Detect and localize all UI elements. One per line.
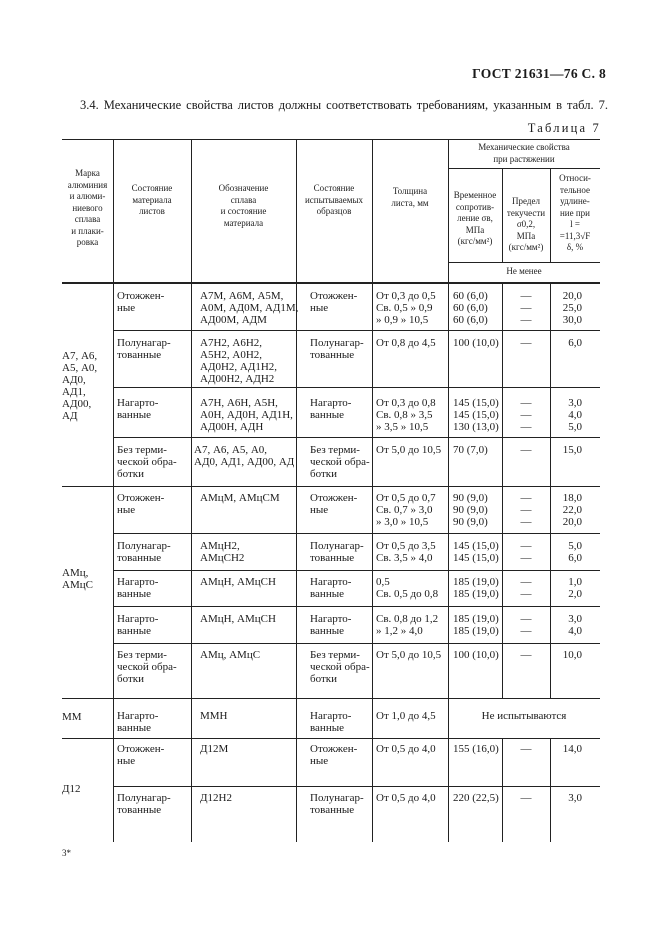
row-rule	[113, 533, 600, 534]
cell-yield: —	[520, 444, 532, 456]
grade-group-label: АМц, АМцС	[62, 567, 93, 591]
cell-tensile: 100 (10,0)	[453, 649, 499, 661]
row-rule	[113, 606, 600, 607]
cell-state: Нагарто- ванные	[117, 576, 159, 600]
cell-thickness: От 5,0 до 10,5	[376, 444, 442, 456]
cell-state: Без терми- ческой обра- ботки	[117, 444, 177, 480]
page-mark: 3*	[62, 848, 71, 858]
row-rule	[113, 570, 600, 571]
row-rule	[113, 387, 600, 388]
cell-thickness: От 0,8 до 4,5	[376, 337, 436, 349]
cell-designation: АМцН2, АМцСН2	[200, 540, 245, 564]
cell-tested-state: Отожжен- ные	[310, 743, 358, 767]
header-bottom-rule	[62, 282, 600, 284]
cell-state: Полунагар- тованные	[117, 540, 171, 564]
col-header-not-less: Не менее	[506, 266, 542, 276]
cell-state: Полунагар- тованные	[117, 337, 171, 361]
cell-tested-state: Нагарто- ванные	[310, 710, 352, 734]
cell-yield: — —	[520, 540, 532, 564]
row-rule	[113, 643, 600, 644]
col-header-elongation: Относи- тельное удлине- ние при l = =11,3√F δ, %	[559, 173, 591, 252]
cell-elongation: 6,0	[568, 337, 582, 349]
cell-thickness: От 0,5 до 4,0	[376, 743, 436, 755]
cell-state: Нагарто- ванные	[117, 613, 159, 637]
col-header-tensile: Временное сопротив- ление σв, МПа (кгс/мм²)	[453, 190, 497, 246]
cell-tensile: 145 (15,0) 145 (15,0)	[453, 540, 499, 564]
grade-group-label: ММ	[62, 711, 82, 723]
cell-tested-state: Полунагар- тованные	[310, 337, 364, 361]
cell-state: Без терми- ческой обра- ботки	[117, 649, 177, 685]
cell-state: Нагарто- ванные	[117, 397, 159, 421]
group-separator-3	[62, 738, 600, 739]
cell-elongation: 1,0 2,0	[568, 576, 582, 600]
cell-yield: — — —	[520, 397, 532, 433]
cell-tested-state: Без терми- ческой обра- ботки	[310, 649, 370, 685]
row-rule	[113, 437, 600, 438]
cell-elongation: 18,0 22,0 20,0	[562, 492, 582, 528]
cell-tested-state: Отожжен- ные	[310, 492, 358, 516]
cell-thickness: От 0,5 до 0,7 Св. 0,7 » 3,0 » 3,0 » 10,5	[376, 492, 436, 528]
cell-thickness: От 0,3 до 0,8 Св. 0,8 » 3,5 » 3,5 » 10,5	[376, 397, 436, 433]
col-rule	[113, 139, 114, 842]
cell-thickness: От 0,3 до 0,5 Св. 0,5 » 0,9 » 0,9 » 10,5	[376, 290, 436, 326]
cell-elongation: 15,0	[562, 444, 582, 456]
mech-group-rule	[448, 168, 600, 169]
cell-elongation: 5,0 6,0	[568, 540, 582, 564]
cell-designation: Д12М	[200, 743, 229, 755]
cell-designation: АМцН, АМцСН	[200, 576, 276, 588]
table-caption: Таблица 7	[527, 121, 601, 135]
cell-thickness: 0,5 Св. 0,5 до 0,8	[376, 576, 439, 600]
col-header-yield: Предел текучести σ0,2, МПа (кгс/мм²)	[506, 196, 546, 252]
cell-tensile: 145 (15,0) 145 (15,0) 130 (13,0)	[453, 397, 499, 433]
cell-tested-state: Нагарто- ванные	[310, 576, 352, 600]
cell-elongation: 10,0	[562, 649, 582, 661]
cell-yield: —	[520, 649, 532, 661]
cell-yield: — —	[520, 576, 532, 600]
col-header-thickness: Толщина листа, мм	[391, 186, 429, 208]
cell-tensile: 60 (6,0) 60 (6,0) 60 (6,0)	[453, 290, 488, 326]
intro-paragraph: 3.4. Механические свойства листов должны соответствовать требованиям, указанным в табл. 7.	[80, 98, 608, 112]
cell-thickness: От 1,0 до 4,5	[376, 710, 436, 722]
col-rule	[296, 139, 297, 842]
cell-tensile: 90 (9,0) 90 (9,0) 90 (9,0)	[453, 492, 488, 528]
cell-tested-state: Нагарто- ванные	[310, 613, 352, 637]
cell-state: Отожжен- ные	[117, 290, 165, 314]
cell-designation: А7Н2, А6Н2, А5Н2, А0Н2, АД0Н2, АД1Н2, АД00Н2, АДН2	[200, 337, 278, 385]
cell-yield: — — —	[520, 290, 532, 326]
cell-designation: А7М, А6М, А5М, А0М, АД0М, АД1М, АД00М, АДМ	[200, 290, 299, 326]
grade-group-label: А7, А6, А5, А0, АД0, АД1, АД00, АД	[62, 350, 98, 422]
cell-elongation: 3,0	[568, 792, 582, 804]
cell-yield: —	[520, 337, 532, 349]
cell-tested-state: Отожжен- ные	[310, 290, 358, 314]
cell-thickness: Св. 0,8 до 1,2 » 1,2 » 4,0	[376, 613, 439, 637]
cell-elongation: 3,0 4,0 5,0	[568, 397, 582, 433]
col-rule	[372, 139, 373, 842]
cell-designation: Д12Н2	[200, 792, 232, 804]
col-header-tested-state: Состояние испытываемых образцов	[304, 183, 364, 216]
row-rule	[113, 786, 600, 787]
cell-not-tested: Не испытываются	[481, 710, 567, 722]
cell-state: Отожжен- ные	[117, 743, 165, 767]
col-header-grade: Марка алюминия и алюми- ниевого сплава и плаки- ровка	[67, 168, 108, 247]
cell-tested-state: Нагарто- ванные	[310, 397, 352, 421]
cell-state: Отожжен- ные	[117, 492, 165, 516]
col-rule	[191, 139, 192, 842]
cell-state: Нагарто- ванные	[117, 710, 159, 734]
cell-yield: —	[520, 743, 532, 755]
cell-tested-state: Без терми- ческой обра- ботки	[310, 444, 370, 480]
cell-thickness: От 0,5 до 4,0	[376, 792, 436, 804]
group-separator-2	[62, 698, 600, 699]
group-separator-1	[62, 486, 600, 487]
table-top-rule	[62, 139, 600, 140]
cell-designation: АМцМ, АМцСМ	[200, 492, 280, 504]
cell-yield: — — —	[520, 492, 532, 528]
cell-elongation: 3,0 4,0	[568, 613, 582, 637]
cell-designation: А7Н, А6Н, А5Н, А0Н, АД0Н, АД1Н, АД00Н, АДН	[200, 397, 293, 433]
cell-yield: — —	[520, 613, 532, 637]
cell-tensile: 100 (10,0)	[453, 337, 499, 349]
row-rule	[113, 330, 600, 331]
cell-tensile: 155 (16,0)	[453, 743, 499, 755]
cell-tested-state: Полунагар- тованные	[310, 792, 364, 816]
col-header-state: Состояние материала листов	[131, 183, 173, 216]
cell-tensile: 220 (22,5)	[453, 792, 499, 804]
not-less-rule	[448, 262, 600, 263]
cell-elongation: 20,0 25,0 30,0	[562, 290, 582, 326]
cell-tensile: 185 (19,0) 185 (19,0)	[453, 576, 499, 600]
cell-designation: АМцН, АМцСН	[200, 613, 276, 625]
grade-group-label: Д12	[62, 783, 81, 795]
col-header-mech-group: Механические свойства при растяжении	[478, 142, 570, 164]
cell-designation: А7, А6, А5, А0, АД0, АД1, АД00, АД	[194, 444, 295, 468]
col-header-designation: Обозначение сплава и состояние материала	[218, 183, 269, 228]
cell-state: Полунагар- тованные	[117, 792, 171, 816]
cell-designation: АМц, АМцС	[200, 649, 261, 661]
cell-tensile: 185 (19,0) 185 (19,0)	[453, 613, 499, 637]
cell-elongation: 14,0	[562, 743, 582, 755]
page-header: ГОСТ 21631—76 С. 8	[472, 66, 606, 81]
cell-yield: —	[520, 792, 532, 804]
cell-thickness: От 5,0 до 10,5	[376, 649, 442, 661]
cell-tested-state: Полунагар- тованные	[310, 540, 364, 564]
cell-thickness: От 0,5 до 3,5 Св. 3,5 » 4,0	[376, 540, 436, 564]
cell-designation: ММН	[200, 710, 228, 722]
cell-tensile: 70 (7,0)	[453, 444, 488, 456]
